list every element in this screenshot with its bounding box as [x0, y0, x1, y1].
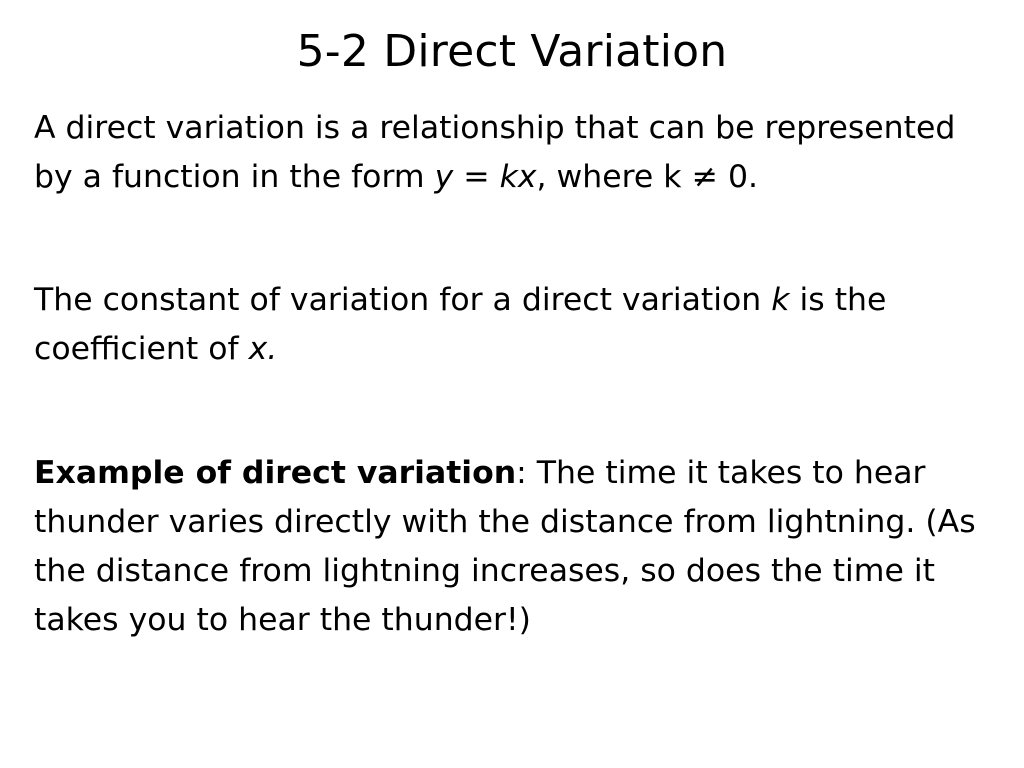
example-label: Example of direct variation: [34, 454, 517, 491]
constant-symbol-x: x.: [248, 331, 278, 368]
paragraph-definition: [34, 104, 996, 202]
definition-formula: y = kx: [434, 159, 537, 196]
page-title: 5-2 Direct Variation: [296, 26, 728, 77]
example-text: : The time it takes to hear thunder varies directly with the distance from lightning. (As the distance from lightning increases, so does the time it takes you to hear the thunder!): [34, 454, 976, 638]
paragraph-constant-of-variation: [34, 276, 996, 374]
constant-text-1: The constant of variation for a direct variation: [34, 282, 772, 319]
constant-text-2: is the coefficient of: [34, 282, 887, 368]
constant-symbol-k: k: [771, 282, 790, 319]
slide-body: [34, 104, 996, 645]
paragraph-example: [34, 449, 996, 646]
definition-text-2: , where k ≠ 0.: [536, 159, 759, 196]
definition-text-1: A direct variation is a relationship that can be represented by a function in the form: [34, 110, 956, 196]
